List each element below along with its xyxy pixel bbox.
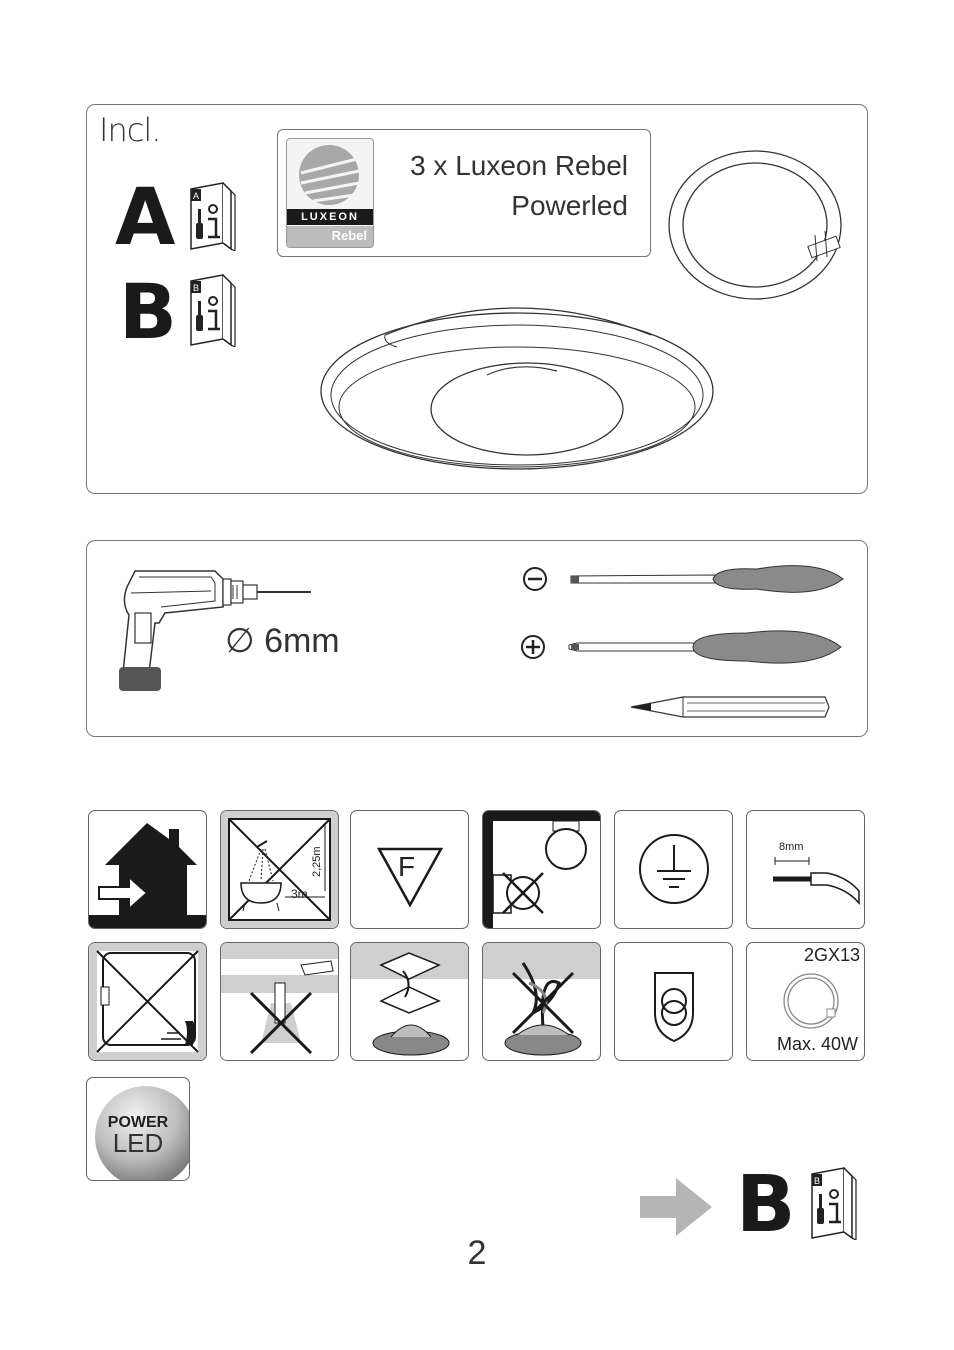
next-manual-letter: B	[736, 1160, 796, 1250]
included-panel	[86, 104, 868, 494]
svg-text:B: B	[193, 283, 200, 293]
manual-a-icon	[187, 179, 239, 255]
manual-b-icon	[187, 265, 239, 351]
luxeon-spec-box	[277, 129, 651, 257]
bathroom-zone-icon	[220, 810, 339, 929]
spec-line-1: 3 x Luxeon Rebel	[410, 150, 628, 181]
luxeon-logo-text: LUXEON	[301, 211, 359, 223]
f-mark-icon	[350, 810, 469, 929]
pencil-icon	[627, 691, 833, 725]
powerled-bottom-text: LED	[112, 1128, 164, 1158]
earth-ground-icon	[614, 810, 733, 929]
bath-distance-label: 3m	[291, 887, 308, 901]
f-mark-letter: F	[398, 851, 416, 882]
luxeon-logo	[286, 138, 374, 248]
safety-class-icon	[614, 942, 733, 1061]
svg-text:B: B	[814, 1176, 821, 1186]
ceiling-light-fixture	[317, 291, 717, 477]
next-arrow-icon	[640, 1176, 714, 1242]
mounting-bracket-icon	[350, 942, 469, 1061]
manual-a-letter: A	[115, 173, 176, 263]
page-number: 2	[467, 1234, 487, 1272]
no-covering-lamp-icon	[482, 810, 601, 929]
tools-panel	[86, 540, 868, 737]
lamp-type-icon	[746, 942, 865, 1061]
luxeon-logo-sub: Rebel	[331, 228, 367, 243]
flat-screwdriver-icon	[517, 555, 857, 609]
manual-b-letter: B	[119, 267, 177, 356]
lamp-type-label: 2GX13	[803, 945, 860, 965]
lamp-max-label: Max. 40W	[776, 1034, 858, 1054]
disconnect-power-icon	[88, 942, 207, 1061]
phillips-screwdriver-icon	[517, 623, 857, 677]
no-tangled-wires-icon	[482, 942, 601, 1061]
powerled-top-text: POWER	[107, 1114, 169, 1131]
svg-text:A: A	[193, 191, 200, 201]
indoor-use-icon	[88, 810, 207, 929]
manual-b-footer-icon	[808, 1158, 860, 1244]
drill-size-label: ∅ 6mm	[225, 622, 340, 660]
bath-height-label: 2,25m	[311, 846, 323, 877]
powerled-badge	[86, 1077, 190, 1181]
included-label: Incl.	[99, 111, 161, 149]
spec-line-2: Powerled	[511, 190, 628, 221]
strip-length-label: 8mm	[779, 841, 804, 853]
circular-lamp-tube	[667, 149, 849, 305]
no-drilling-cables-icon	[220, 942, 339, 1061]
wire-strip-icon	[746, 810, 865, 929]
